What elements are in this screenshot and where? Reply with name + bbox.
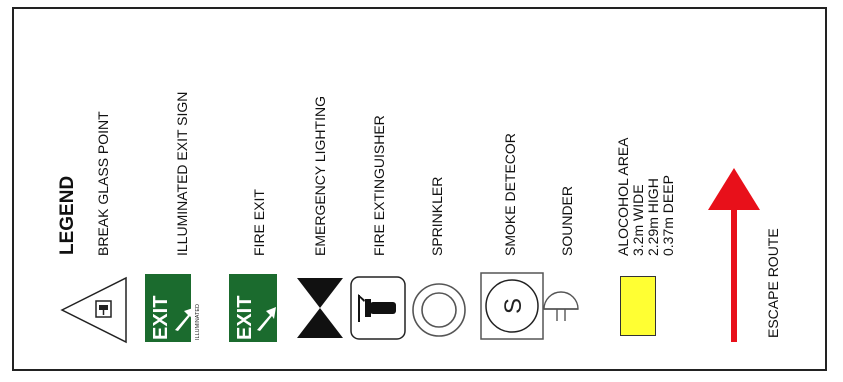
illuminated-exit-sign-icon xyxy=(144,273,202,343)
label-break-glass-point: BREAK GLASS POINT xyxy=(95,111,111,256)
sprinkler-icon xyxy=(410,280,468,340)
smoke-detector-icon xyxy=(480,272,544,340)
label-alcohol-area xyxy=(616,137,676,256)
fire-extinguisher-icon xyxy=(350,276,406,340)
alcohol-area-height: 2.29m HIGH xyxy=(645,178,661,256)
label-fire-exit: FIRE EXIT xyxy=(251,189,267,256)
label-fire-extinguisher: FIRE EXTINGUISHER xyxy=(371,115,387,256)
label-illuminated-exit-sign: ILLUMINATED EXIT SIGN xyxy=(174,91,190,256)
label-sounder: SOUNDER xyxy=(559,185,575,256)
fire-exit-text: EXIT xyxy=(234,295,256,340)
legend-title: LEGEND xyxy=(57,175,78,255)
label-emergency-lighting: EMERGENCY LIGHTING xyxy=(312,96,328,256)
label-sprinkler: SPRINKLER xyxy=(429,176,445,256)
fire-exit-sign-icon xyxy=(228,273,278,343)
emergency-lighting-icon xyxy=(295,276,345,340)
break-glass-icon xyxy=(60,275,130,345)
alcohol-area-depth: 0.37m DEEP xyxy=(660,175,676,256)
alcohol-area-title: ALOCOHOL AREA xyxy=(615,137,631,256)
sounder-icon xyxy=(538,285,584,331)
alcohol-area-swatch xyxy=(620,276,656,336)
alcohol-area-width: 3.2m WIDE xyxy=(630,184,646,256)
illuminated-exit-text: EXIT xyxy=(150,295,172,340)
label-smoke-detector: SMOKE DETECOR xyxy=(502,133,518,256)
label-escape-route: ESCAPE ROUTE xyxy=(765,228,781,338)
smoke-detector-symbol: S xyxy=(500,297,527,315)
illuminated-sub-text: ILLUMINATED xyxy=(195,304,201,340)
escape-route-arrow-icon xyxy=(706,166,762,344)
